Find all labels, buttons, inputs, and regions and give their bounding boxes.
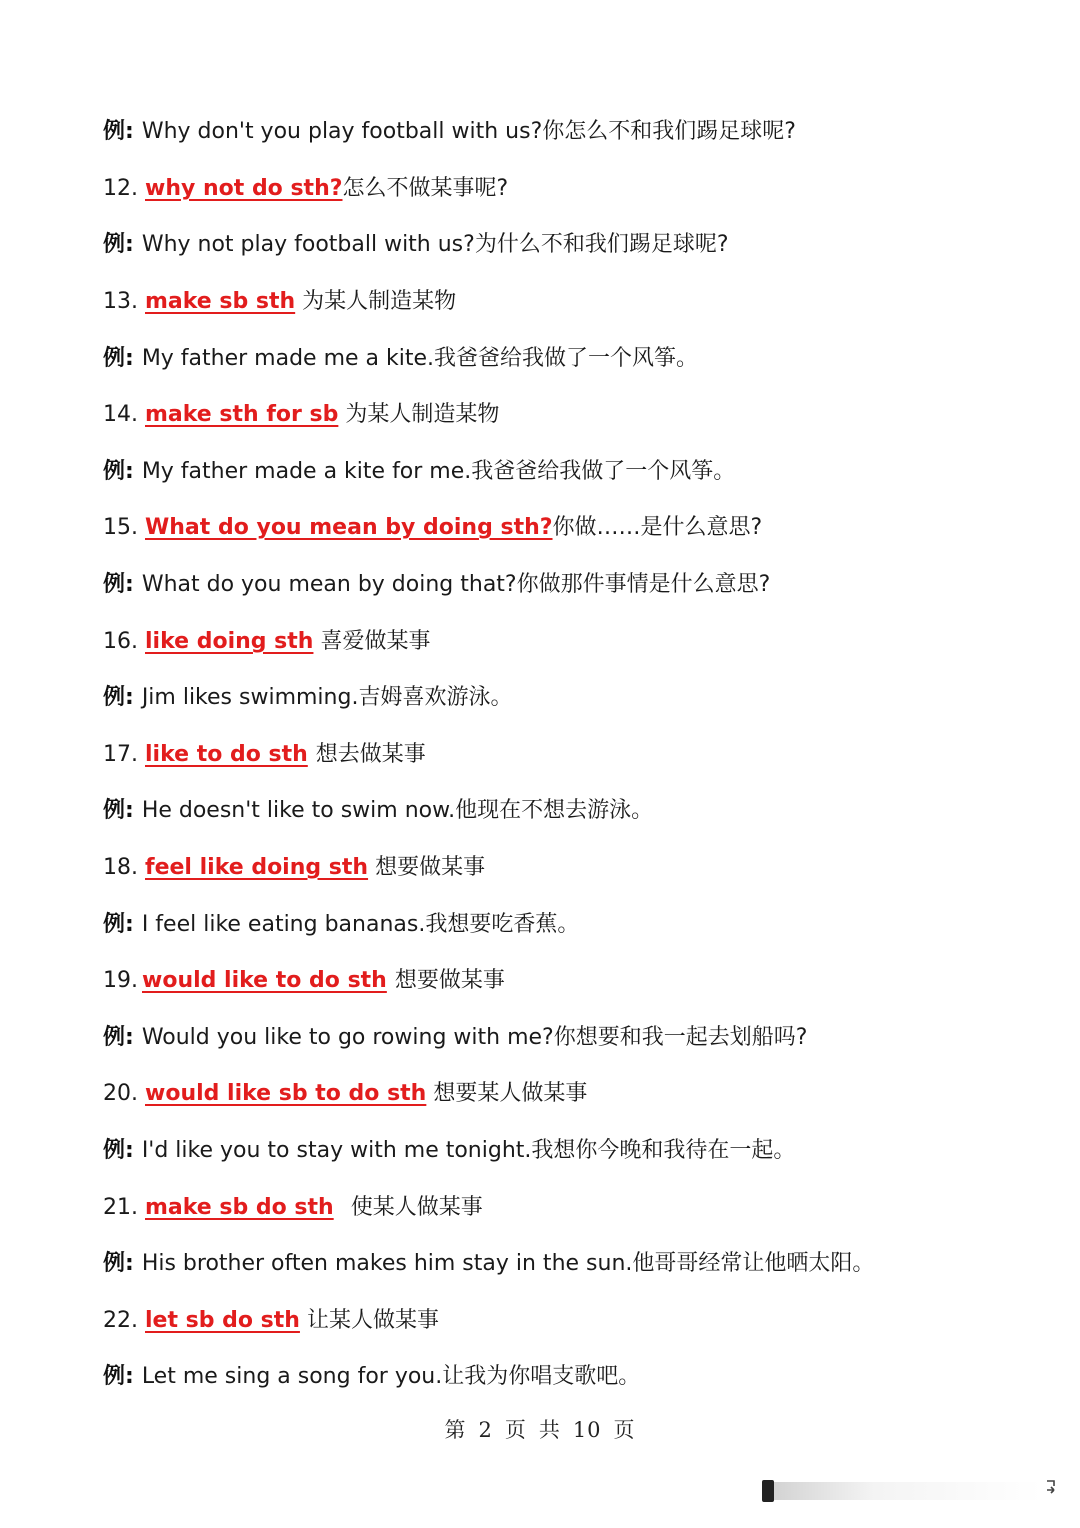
example-text: Would you like to go rowing with me?你想要和我一起去划船吗? <box>141 1025 808 1050</box>
footer-word: 页 <box>504 1418 527 1442</box>
example-text: He doesn't like to swim now.他现在不想去游泳。 <box>141 798 654 823</box>
example-label: 例: <box>103 572 134 597</box>
phrase-meaning: 你做……是什么意思? <box>552 515 763 540</box>
entry-number: 22. <box>103 1308 138 1333</box>
phrase-line <box>103 853 485 883</box>
horizontal-scrollbar[interactable] <box>762 1480 1042 1502</box>
entry-number: 20. <box>103 1081 138 1106</box>
expand-icon-glyph <box>1044 1478 1058 1496</box>
phrase-meaning: 想去做某事 <box>315 742 426 767</box>
example-label: 例: <box>103 1364 134 1389</box>
example-text: Why not play football with us?为什么不和我们踢足球呢? <box>141 232 729 257</box>
entry-number: 12. <box>103 176 138 201</box>
scrollbar-thumb[interactable] <box>762 1480 774 1502</box>
entry-number: 21. <box>103 1195 138 1220</box>
phrase-text: like to do sth <box>145 742 308 767</box>
example-line <box>103 1136 795 1166</box>
entry-number: 13. <box>103 289 138 314</box>
entry-number: 18. <box>103 855 138 880</box>
phrase-line <box>103 513 762 543</box>
phrase-text: why not do sth? <box>145 176 343 201</box>
entry-number: 17. <box>103 742 138 767</box>
footer-word: 页 <box>613 1418 636 1442</box>
entry-number: 15. <box>103 515 138 540</box>
phrase-meaning: 想要做某事 <box>375 855 486 880</box>
example-label: 例: <box>103 346 134 371</box>
page-footer <box>0 1414 1080 1444</box>
phrase-line <box>103 174 508 204</box>
phrase-line <box>103 1079 587 1109</box>
phrase-text: feel like doing sth <box>145 855 369 880</box>
footer-word: 共 <box>538 1418 561 1442</box>
entry-number: 19. <box>103 968 138 993</box>
total-pages-number: 10 <box>572 1418 602 1442</box>
scrollbar-track[interactable] <box>762 1482 1042 1500</box>
example-line <box>103 457 735 487</box>
entry-number: 14. <box>103 402 138 427</box>
entry-number: 16. <box>103 629 138 654</box>
phrase-line <box>103 287 456 317</box>
phrase-text: would like to do sth <box>142 968 387 993</box>
phrase-meaning: 喜爱做某事 <box>320 629 431 654</box>
example-text: My father made me a kite.我爸爸给我做了一个风筝。 <box>141 346 699 371</box>
example-text: Jim likes swimming.吉姆喜欢游泳。 <box>141 685 513 710</box>
phrase-text: What do you mean by doing sth? <box>145 515 553 540</box>
example-text: I feel like eating bananas.我想要吃香蕉。 <box>141 912 580 937</box>
phrase-text: make sth for sb <box>145 402 339 427</box>
example-line <box>103 1023 807 1053</box>
phrase-meaning: 想要某人做某事 <box>433 1081 588 1106</box>
phrase-meaning: 怎么不做某事呢? <box>342 176 509 201</box>
example-line <box>103 117 796 147</box>
example-label: 例: <box>103 1025 134 1050</box>
example-line <box>103 344 698 374</box>
example-text: What do you mean by doing that?你做那件事情是什么意思? <box>141 572 771 597</box>
example-line <box>103 570 770 600</box>
footer-word: 第 <box>444 1418 467 1442</box>
current-page-number: 2 <box>478 1418 493 1442</box>
phrase-meaning: 使某人做某事 <box>350 1195 483 1220</box>
example-label: 例: <box>103 1251 134 1276</box>
phrase-line <box>103 1306 439 1336</box>
phrase-line <box>103 400 499 430</box>
phrase-meaning: 让某人做某事 <box>306 1308 439 1333</box>
example-line <box>103 1362 640 1392</box>
example-label: 例: <box>103 912 134 937</box>
phrase-meaning: 为某人制造某物 <box>345 402 500 427</box>
example-label: 例: <box>103 119 134 144</box>
phrase-text: let sb do sth <box>145 1308 300 1333</box>
phrase-line <box>103 627 430 657</box>
example-text: My father made a kite for me.我爸爸给我做了一个风筝。 <box>141 459 736 484</box>
example-label: 例: <box>103 232 134 257</box>
example-text: His brother often makes him stay in the sun.他哥哥经常让他晒太阳。 <box>141 1251 875 1276</box>
example-line <box>103 1249 874 1279</box>
example-label: 例: <box>103 685 134 710</box>
example-label: 例: <box>103 1138 134 1163</box>
phrase-line <box>103 1193 483 1223</box>
example-line <box>103 683 512 713</box>
expand-icon[interactable] <box>1044 1478 1058 1501</box>
phrase-text: make sb do sth <box>145 1195 334 1220</box>
phrase-meaning: 为某人制造某物 <box>302 289 457 314</box>
phrase-text: would like sb to do sth <box>145 1081 427 1106</box>
phrase-line <box>103 966 505 996</box>
example-line <box>103 796 653 826</box>
example-line <box>103 910 579 940</box>
example-line <box>103 230 729 260</box>
phrase-text: make sb sth <box>145 289 296 314</box>
phrase-meaning: 想要做某事 <box>394 968 505 993</box>
example-label: 例: <box>103 459 134 484</box>
example-text: Let me sing a song for you.让我为你唱支歌吧。 <box>141 1364 641 1389</box>
example-label: 例: <box>103 798 134 823</box>
phrase-text: like doing sth <box>145 629 314 654</box>
example-text: I'd like you to stay with me tonight.我想你今晚和我待在一起。 <box>141 1138 796 1163</box>
example-text: Why don't you play football with us?你怎么不和我们踢足球呢? <box>141 119 796 144</box>
phrase-line <box>103 740 426 770</box>
